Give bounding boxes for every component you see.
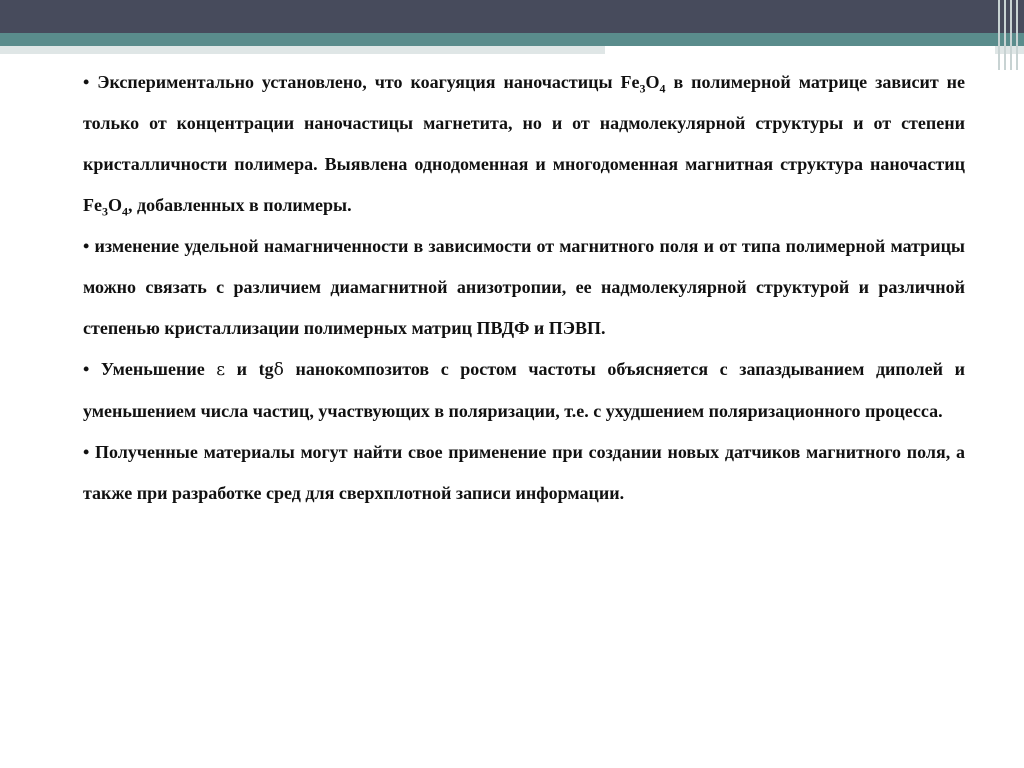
- paragraph-text: в полимерной матрице зависит не только от концентрации наночастицы магнетита, но и от надмолекулярной структуры и от степени кристалличности полимера. Выявлена однодоменная и многодоменная магнитная структура наночастиц: [83, 72, 965, 174]
- bullet-paragraph: [83, 226, 965, 349]
- paragraph-text: Уменьшение: [100, 359, 217, 379]
- bullet-marker: •: [83, 442, 96, 462]
- subscript: 3: [639, 81, 646, 96]
- corner-stripes-decoration: [996, 0, 1024, 70]
- paragraph-text: , добавленных в полимеры.: [128, 195, 352, 215]
- header-teal-bar: [0, 33, 1024, 46]
- paragraph-text: O: [107, 195, 122, 215]
- paragraph-text: O: [645, 72, 660, 92]
- subscript: 4: [659, 81, 666, 96]
- paragraph-text: Экспериментально установлено, что коагуяция наночастицы: [97, 72, 621, 92]
- bullet-marker: •: [83, 359, 101, 379]
- slide-body: [83, 62, 965, 514]
- bullet-paragraph: [83, 432, 965, 514]
- greek-symbol: δ: [273, 360, 284, 380]
- bullet-paragraph: [83, 349, 965, 432]
- paragraph-text: изменение удельной намагниченности в зависимости от магнитного поля и от типа полимерной матрицы можно связать с различием диамагнитной анизотропии, ее надмолекулярной структурой и различной степенью кристаллизации полимерных матриц ПВДФ и ПЭВП.: [83, 236, 965, 338]
- greek-symbol: ε: [216, 360, 226, 380]
- subscript: 4: [122, 204, 128, 219]
- header-cutout: [605, 46, 995, 54]
- paragraph-text: Fe: [620, 72, 640, 92]
- paragraph-text: и tg: [225, 359, 274, 379]
- subscript: 3: [101, 204, 108, 219]
- paragraph-text: Fe: [83, 195, 102, 215]
- bullet-marker: •: [83, 236, 95, 256]
- bullet-paragraph: [83, 62, 965, 226]
- bullet-marker: •: [83, 72, 98, 92]
- paragraph-text: нанокомпозитов с ростом частоты объясняется с запаздыванием диполей и уменьшением числа частиц, участвующих в поляризации, т.е. с ухудшением поляризационного процесса.: [83, 359, 965, 421]
- header-dark-bar: [0, 0, 1024, 33]
- paragraph-text: Полученные материалы могут найти свое применение при создании новых датчиков магнитного поля, а также при разработке сред для сверхплотной записи информации.: [83, 442, 965, 503]
